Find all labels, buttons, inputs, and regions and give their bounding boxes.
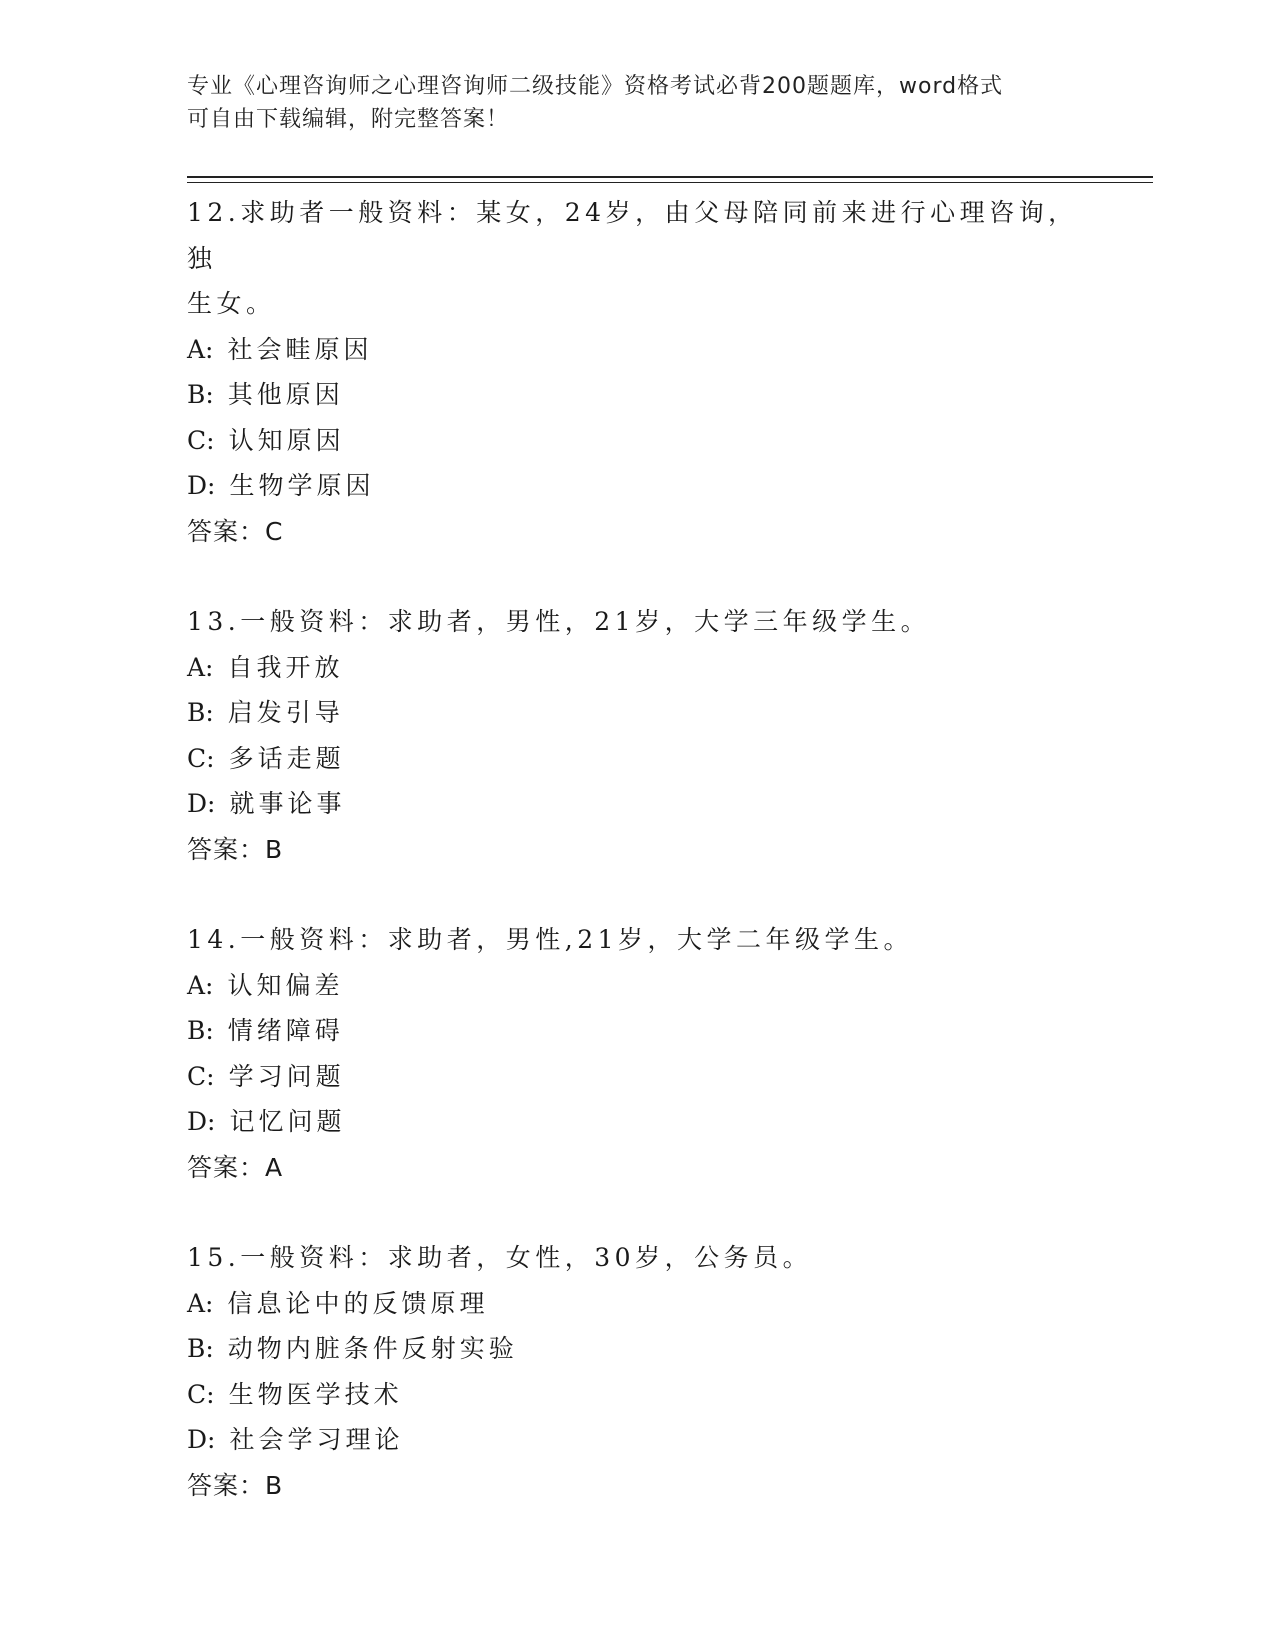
header-divider-thick: [187, 176, 1153, 178]
option-letter: D:: [187, 789, 216, 818]
option-d: [187, 1417, 1087, 1463]
option-text: 自我开放: [227, 652, 344, 682]
question-12: [187, 190, 1087, 554]
option-text: 生物医学技术: [228, 1379, 403, 1409]
option-text: 就事论事: [229, 789, 346, 818]
question-stem: 15.一般资料：求助者，女性，30岁，公务员。: [187, 1243, 813, 1272]
answer-line: 答案：A: [187, 1152, 284, 1182]
option-letter: C:: [187, 1061, 215, 1091]
option-text: 情绪障碍: [227, 1016, 344, 1045]
option-letter: A:: [187, 334, 214, 364]
option-a: [187, 1281, 1087, 1327]
option-text: 生物学原因: [229, 471, 375, 500]
header-line-1: 专业《心理咨询师之心理咨询师二级技能》资格考试必背200题题库，word格式: [187, 74, 1004, 99]
option-letter: C:: [187, 425, 215, 455]
question-stem: 12.求助者一般资料：某女，24岁，由父母陪同前来进行心理咨询，独: [187, 198, 1078, 273]
document-header: [187, 70, 1087, 136]
option-letter: D:: [187, 471, 216, 500]
option-text: 记忆问题: [229, 1107, 346, 1136]
option-d: [187, 463, 1087, 509]
option-text: 信息论中的反馈原理: [227, 1288, 489, 1318]
option-text: 启发引导: [227, 698, 344, 727]
question-15: [187, 1235, 1087, 1508]
option-text: 社会畦原因: [227, 334, 373, 364]
header-line-2: 可自由下载编辑，附完整答案！: [187, 107, 510, 132]
option-a: [187, 645, 1087, 691]
option-letter: A:: [187, 970, 214, 1000]
answer-line: 答案：B: [187, 1470, 284, 1500]
option-letter: D:: [187, 1425, 216, 1454]
option-c: [187, 736, 1087, 782]
option-letter: B:: [187, 1334, 214, 1363]
option-text: 认知原因: [228, 425, 345, 455]
question-stem: 14.一般资料：求助者，男性,21岁，大学二年级学生。: [187, 925, 914, 954]
option-a: [187, 963, 1087, 1009]
option-c: [187, 1054, 1087, 1100]
option-letter: D:: [187, 1107, 216, 1136]
answer-line: 答案：C: [187, 516, 284, 546]
option-text: 认知偏差: [227, 970, 344, 1000]
question-list: [187, 190, 1087, 1508]
option-text: 学习问题: [228, 1061, 345, 1091]
option-letter: B:: [187, 380, 214, 409]
option-text: 动物内脏条件反射实验: [227, 1334, 518, 1363]
option-text: 社会学习理论: [229, 1425, 404, 1454]
option-letter: C:: [187, 743, 215, 773]
option-b: [187, 372, 1087, 418]
answer-line: 答案：B: [187, 834, 284, 864]
option-text: 多话走题: [228, 743, 345, 773]
question-stem-continued: 生女。: [187, 289, 276, 318]
option-c: [187, 418, 1087, 464]
option-c: [187, 1372, 1087, 1418]
question-13: [187, 599, 1087, 872]
option-letter: A:: [187, 1288, 214, 1318]
option-letter: B:: [187, 1016, 214, 1045]
option-d: [187, 781, 1087, 827]
question-14: [187, 917, 1087, 1190]
option-b: [187, 1008, 1087, 1054]
question-stem: 13.一般资料：求助者，男性，21岁，大学三年级学生。: [187, 607, 931, 636]
option-letter: C:: [187, 1379, 215, 1409]
option-letter: A:: [187, 652, 214, 682]
option-b: [187, 690, 1087, 736]
option-letter: B:: [187, 698, 214, 727]
header-divider-thin: [187, 182, 1153, 183]
option-text: 其他原因: [227, 380, 344, 409]
option-d: [187, 1099, 1087, 1145]
option-a: [187, 327, 1087, 373]
option-b: [187, 1326, 1087, 1372]
